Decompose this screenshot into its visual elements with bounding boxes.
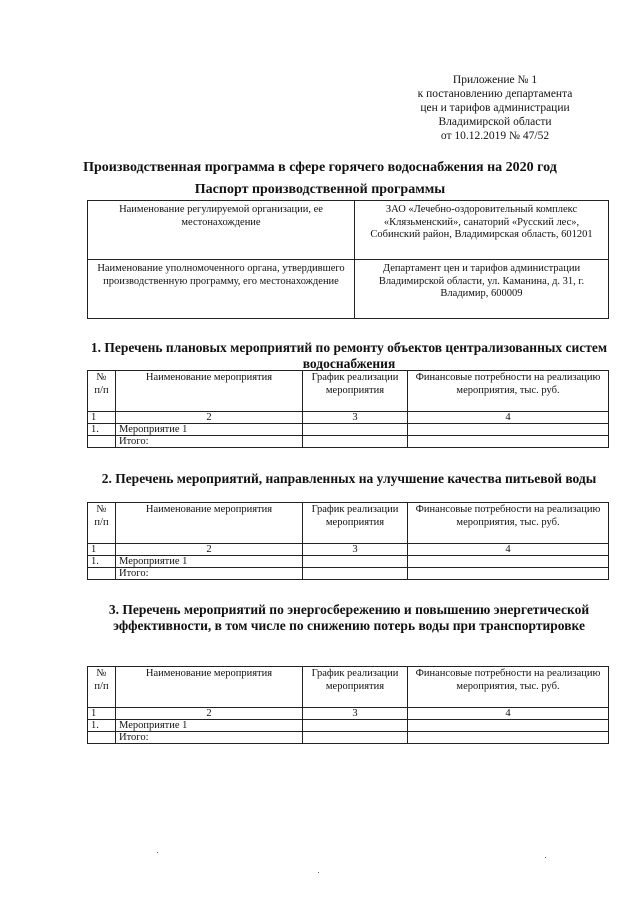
row-schedule	[303, 720, 408, 732]
appendix-line-1: Приложение № 1	[452, 74, 538, 86]
header-finance: Финансовые потребности на реализацию мероприятия, тыс. руб.	[408, 371, 609, 412]
total-schedule	[303, 732, 408, 744]
authority-label: Наименование уполномоченного органа, утвердившего производственную программу, его местонахождение	[88, 260, 355, 319]
section-3-table	[87, 666, 609, 744]
table-row	[88, 556, 609, 568]
col-num-1: 1	[88, 544, 116, 556]
total-finance	[408, 568, 609, 580]
total-number	[88, 732, 116, 744]
header-num: № п/п	[88, 371, 116, 412]
row-schedule	[303, 424, 408, 436]
header-schedule: График реализации мероприятия	[303, 371, 408, 412]
col-num-1: 1	[88, 708, 116, 720]
section-1-table	[87, 370, 609, 448]
header-name: Наименование мероприятия	[116, 503, 303, 544]
total-label: Итого:	[116, 436, 303, 448]
row-number: 1.	[88, 720, 116, 732]
appendix-line-4: Владимирской области	[438, 116, 552, 128]
header-schedule: График реализации мероприятия	[303, 503, 408, 544]
row-number: 1.	[88, 424, 116, 436]
col-num-2: 2	[116, 544, 303, 556]
header-schedule: График реализации мероприятия	[303, 667, 408, 708]
table-header-row	[88, 371, 609, 412]
col-num-3: 3	[303, 544, 408, 556]
total-label: Итого:	[116, 732, 303, 744]
total-finance	[408, 732, 609, 744]
appendix-line-3: цен и тарифов администрации	[420, 102, 570, 114]
col-num-4: 4	[408, 412, 609, 424]
col-num-2: 2	[116, 708, 303, 720]
document-title: Производственная программа в сфере горячего водоснабжения на 2020 год	[83, 160, 557, 175]
column-number-row	[88, 708, 609, 720]
row-finance	[408, 720, 609, 732]
total-number	[88, 568, 116, 580]
authority-value: Департамент цен и тарифов администрации Владимирской области, ул. Каманина, д. 31, г. Владимир, 600009	[355, 260, 609, 319]
passport-table	[87, 200, 609, 319]
scan-speck	[318, 872, 319, 873]
total-row	[88, 568, 609, 580]
col-num-3: 3	[303, 412, 408, 424]
passport-title: Паспорт производственной программы	[194, 182, 446, 197]
scan-speck	[545, 857, 546, 858]
section-1-title: 1. Перечень плановых мероприятий по ремонту объектов централизованных систем водоснабжения	[90, 340, 608, 371]
col-num-4: 4	[408, 544, 609, 556]
section-2-title: 2. Перечень мероприятий, направленных на улучшение качества питьевой воды	[101, 471, 597, 486]
table-row	[88, 720, 609, 732]
section-3-title: 3. Перечень мероприятий по энергосбережению и повышению энергетической эффективности, в том числе по снижению потерь воды при транспортировке	[108, 602, 590, 633]
col-num-1: 1	[88, 412, 116, 424]
total-row	[88, 436, 609, 448]
passport-row-organization	[88, 201, 609, 260]
row-schedule	[303, 556, 408, 568]
row-number: 1.	[88, 556, 116, 568]
col-num-3: 3	[303, 708, 408, 720]
header-num: № п/п	[88, 667, 116, 708]
row-name: Мероприятие 1	[116, 720, 303, 732]
total-row	[88, 732, 609, 744]
appendix-block	[400, 73, 590, 143]
header-name: Наименование мероприятия	[116, 371, 303, 412]
column-number-row	[88, 412, 609, 424]
column-number-row	[88, 544, 609, 556]
row-finance	[408, 424, 609, 436]
table-row	[88, 424, 609, 436]
appendix-line-2: к постановлению департамента	[417, 88, 573, 100]
total-schedule	[303, 568, 408, 580]
total-schedule	[303, 436, 408, 448]
header-name: Наименование мероприятия	[116, 667, 303, 708]
col-num-2: 2	[116, 412, 303, 424]
header-finance: Финансовые потребности на реализацию мероприятия, тыс. руб.	[408, 667, 609, 708]
total-finance	[408, 436, 609, 448]
table-header-row	[88, 667, 609, 708]
total-number	[88, 436, 116, 448]
row-name: Мероприятие 1	[116, 556, 303, 568]
scan-speck	[157, 852, 158, 853]
organization-value: ЗАО «Лечебно-оздоровительный комплекс «Клязьменский», санаторий «Русский лес», Собинский район, Владимирская область, 601201	[355, 201, 609, 260]
row-name: Мероприятие 1	[116, 424, 303, 436]
section-2-table	[87, 502, 609, 580]
appendix-line-5: от 10.12.2019 № 47/52	[440, 130, 550, 142]
header-finance: Финансовые потребности на реализацию мероприятия, тыс. руб.	[408, 503, 609, 544]
row-finance	[408, 556, 609, 568]
total-label: Итого:	[116, 568, 303, 580]
table-header-row	[88, 503, 609, 544]
header-num: № п/п	[88, 503, 116, 544]
col-num-4: 4	[408, 708, 609, 720]
passport-row-authority	[88, 260, 609, 319]
organization-label: Наименование регулируемой организации, ее местонахождение	[88, 201, 355, 260]
